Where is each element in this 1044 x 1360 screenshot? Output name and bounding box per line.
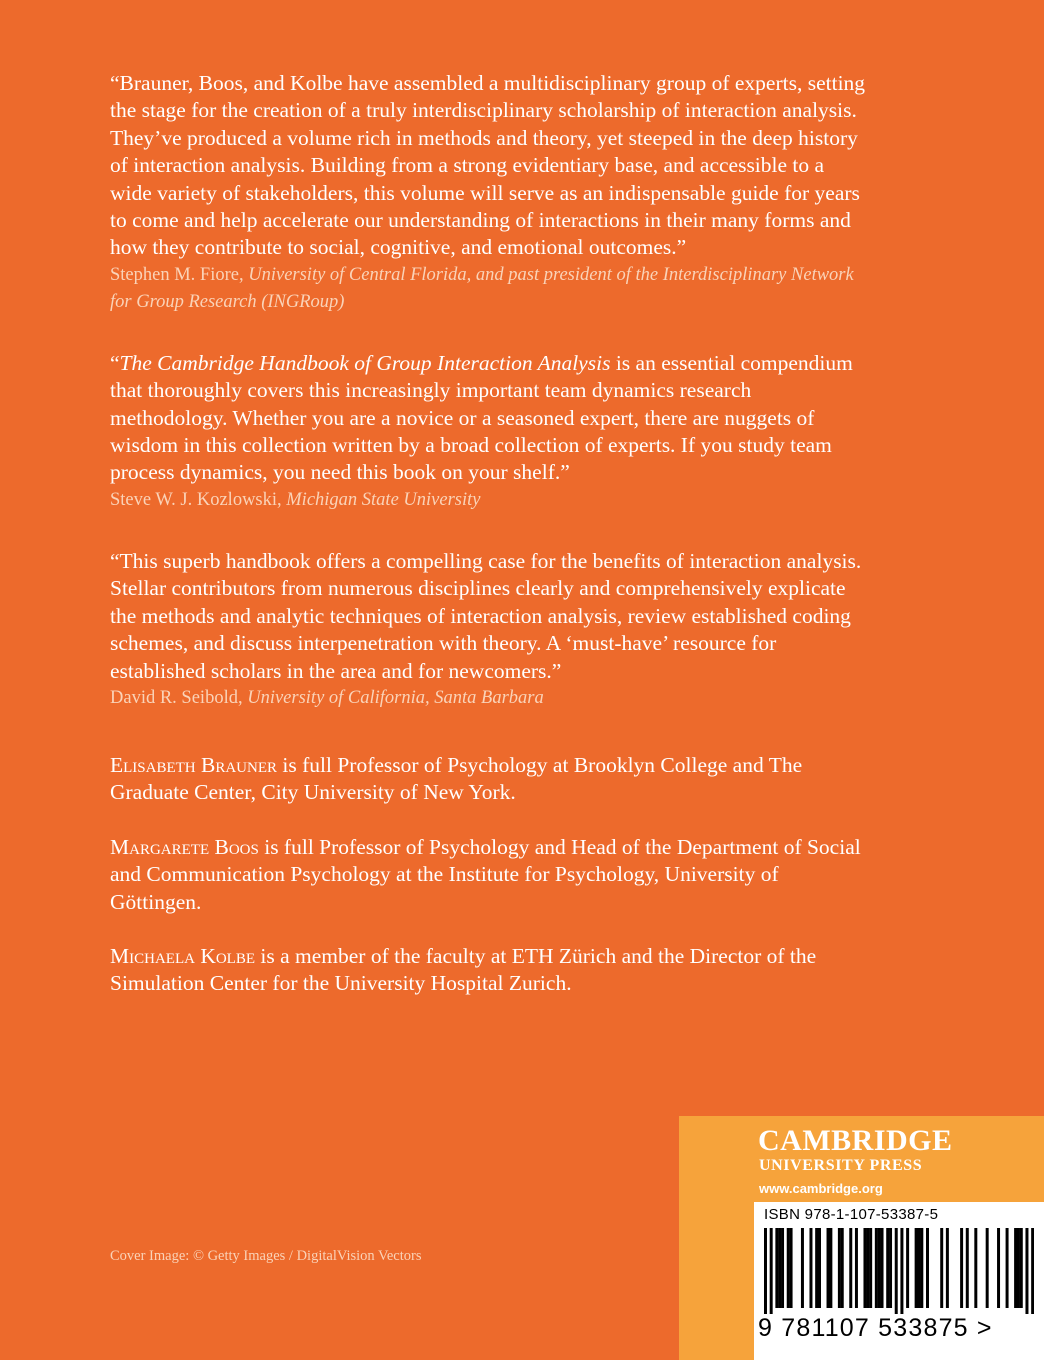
editor-bio-text: is a member of the faculty at ETH Zürich and the Director of the Simulation Center for the University Hospital Zurich. xyxy=(110,943,817,996)
endorser-name: David R. Seibold, xyxy=(110,687,248,708)
endorsement-1 xyxy=(110,70,870,316)
publisher-url: www.cambridge.org xyxy=(759,1181,883,1196)
editor-bio xyxy=(110,834,870,916)
endorsement-quote xyxy=(110,350,870,487)
book-title: The Cambridge Handbook of Group Interaction Analysis xyxy=(119,350,611,375)
barcode-bar xyxy=(997,1228,1000,1308)
barcode-bar xyxy=(974,1228,977,1308)
barcode-bar xyxy=(940,1228,943,1308)
endorser-affiliation: University of California, Santa Barbara xyxy=(247,687,544,708)
barcode-bar xyxy=(818,1228,821,1308)
barcode-bar xyxy=(849,1228,852,1308)
endorsement-attribution xyxy=(110,685,870,712)
barcode-bar xyxy=(1006,1228,1009,1308)
editor-name: Elisabeth Brauner xyxy=(110,752,278,777)
barcode-bar xyxy=(1020,1228,1023,1308)
endorsement-attribution xyxy=(110,487,870,514)
barcode-bar xyxy=(770,1228,773,1314)
barcode-digits: 9 781107 533875 > xyxy=(758,1314,993,1342)
barcode-bar xyxy=(1017,1228,1020,1308)
endorser-affiliation: Michigan State University xyxy=(286,489,481,510)
publisher-logo-name: CAMBRIDGE xyxy=(758,1124,953,1157)
editor-name: Michaela Kolbe xyxy=(110,943,256,968)
barcode-bar xyxy=(869,1228,872,1308)
barcode-bar xyxy=(906,1228,909,1308)
barcode-bar xyxy=(960,1228,963,1308)
publisher-logo-press: UNIVERSITY PRESS xyxy=(759,1157,923,1174)
endorsement-quote: “This superb handbook offers a compelling case for the benefits of interaction analysis. Stellar contributors from numerous disciplines clearly and comprehensively explicate the methods and analytic techniques of interaction analysis, review established coding schemes, and discuss interpenetration with theory. A ‘must-have’ resource for established scholars in the area and for newcomers.” xyxy=(110,548,862,683)
barcode-bar xyxy=(838,1228,841,1308)
barcode-bar xyxy=(986,1228,989,1308)
endorser-name: Stephen M. Fiore, xyxy=(110,264,249,285)
barcode-bar xyxy=(946,1228,949,1308)
barcode-bar xyxy=(829,1228,832,1308)
editor-name: Margarete Boos xyxy=(110,834,259,859)
editor-bio xyxy=(110,752,870,807)
barcode-bar xyxy=(827,1228,830,1308)
barcode-bar xyxy=(1014,1228,1017,1308)
barcode-bar xyxy=(764,1228,767,1314)
endorsement-quote: “Brauner, Boos, and Kolbe have assembled a multidisciplinary group of experts, setting the stage for the creation of a truly interdisciplinary scholarship of interaction analysis. They’ve produced a volume rich in methods and theory, yet steeped in the deep history of interaction analysis. Building from a strong evidentiary base, and accessible to a wide variety of stakeholders, this volume will serve as an indispensable guide for years to come and help accelerate our understanding of interactions in their many forms and how they contribute to social, cognitive, and emotional outcomes.” xyxy=(110,71,866,260)
barcode-bar xyxy=(920,1228,923,1308)
isbn-label: ISBN 978-1-107-53387-5 xyxy=(764,1206,939,1223)
barcode-bar xyxy=(778,1228,781,1308)
barcode-panel xyxy=(754,1202,1044,1360)
cover-image-credit: Cover Image: © Getty Images / DigitalVision Vectors xyxy=(110,1248,422,1264)
barcode-icon xyxy=(764,1228,1034,1314)
barcode-bar xyxy=(895,1228,898,1314)
editor-bio xyxy=(110,943,870,998)
barcode-bar xyxy=(915,1228,918,1308)
barcode-bar xyxy=(875,1228,878,1308)
endorser-affiliation: University of Central Florida, and past president of the Interdisciplinary Network for Group Research (INGRoup) xyxy=(110,264,854,312)
publisher-panel xyxy=(679,1116,1044,1360)
endorser-name: Steve W. J. Kozlowski, xyxy=(110,489,287,510)
barcode-bar xyxy=(881,1228,884,1308)
barcode-bar xyxy=(900,1228,903,1314)
barcode-bar xyxy=(815,1228,818,1308)
endorsement-2 xyxy=(110,350,870,514)
endorsement-text: is an essential compendium that thoroughly covers this increasingly important team dynamics research methodology. Whether you are a novice or a seasoned expert, there are nuggets of wisdom in this collection written by a broad collection of experts. If you study team process dynamics, you need this book on your shelf.” xyxy=(110,350,853,485)
barcode-bar xyxy=(781,1228,784,1308)
back-cover-text xyxy=(110,70,870,1025)
barcode-bar xyxy=(889,1228,892,1308)
open-quote: “ xyxy=(110,350,120,375)
barcode-bar xyxy=(886,1228,889,1308)
endorsement-attribution xyxy=(110,262,870,316)
barcode-bar xyxy=(917,1228,920,1308)
barcode-bar xyxy=(775,1228,778,1308)
barcode-bar xyxy=(809,1228,812,1308)
editor-bio-text: is full Professor of Psychology and Head of the Department of Social and Communication Psychology at the Institute for Psychology, University of Göttingen. xyxy=(110,834,861,914)
barcode-bar xyxy=(1025,1228,1028,1314)
barcode-bar xyxy=(787,1228,790,1308)
barcode-bar xyxy=(866,1228,869,1308)
barcode-bar xyxy=(801,1228,804,1308)
barcode-bar xyxy=(1031,1228,1034,1314)
barcode-bar xyxy=(863,1228,866,1308)
barcode-bar xyxy=(855,1228,858,1308)
barcode-bar xyxy=(841,1228,844,1308)
editor-bio-text: is full Professor of Psychology at Brooklyn College and The Graduate Center, City University of New York. xyxy=(110,752,803,805)
barcode-bar xyxy=(878,1228,881,1308)
barcode-bar xyxy=(966,1228,969,1308)
barcode-bar xyxy=(790,1228,793,1308)
barcode-bar xyxy=(926,1228,929,1308)
endorsement-3 xyxy=(110,548,870,712)
